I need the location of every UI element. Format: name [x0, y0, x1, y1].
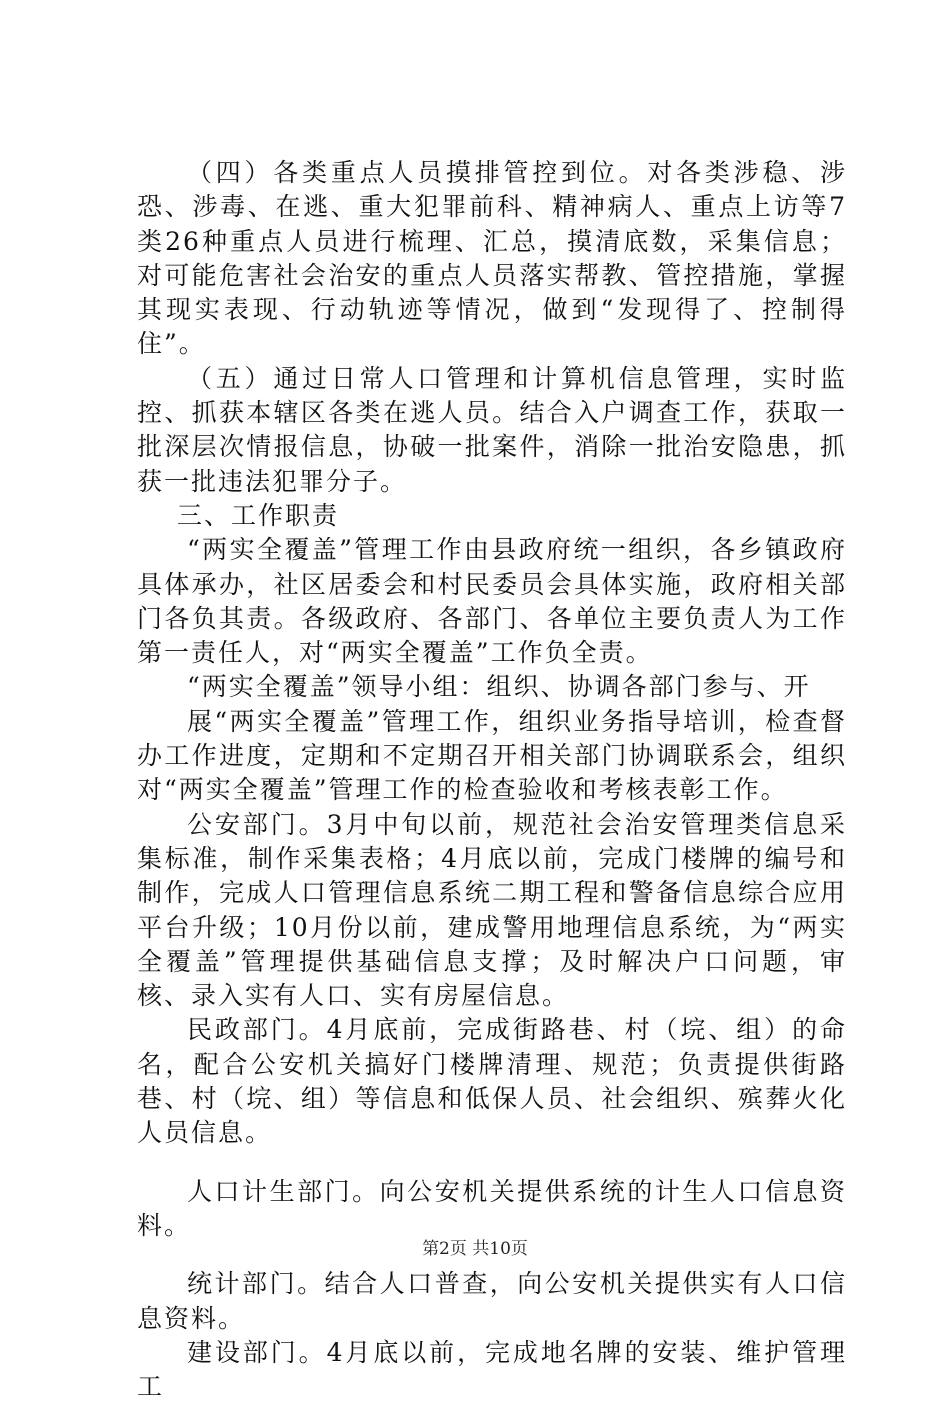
document-body	[137, 156, 847, 1404]
paragraph-fugitives: （五）通过日常人口管理和计算机信息管理，实时监控、抓获本辖区各类在逃人员。结合入户调查工作，获取一批深层次情报信息，协破一批案件，消除一批治安隐患，抓获一批违法犯罪分子。	[137, 363, 847, 496]
paragraph-leading-group: “两实全覆盖”领导小组：组织、协调各部门参与、开	[187, 672, 811, 702]
paragraph-civil-affairs: 民政部门。4月底前，完成街路巷、村（垸、组）的命名，配合公安机关搞好门楼牌清理、规范；负责提供街路巷、村（垸、组）等信息和低保人员、社会组织、殡葬火化人员信息。	[137, 1015, 847, 1148]
paragraph-organization: “两实全覆盖”管理工作由县政府统一组织，各乡镇政府具体承办，社区居委会和村民委员会具体实施，政府相关部门各负其责。各级政府、各部门、各单位主要负责人为工作第一责任人，对“两实全覆盖”工作负全责。	[137, 535, 847, 668]
paragraph-leading-group-cont: 展“两实全覆盖”管理工作，组织业务指导培训，检查督办工作进度，定期和不定期召开相关部门协调联系会，组织对“两实全覆盖”管理工作的检查验收和考核表彰工作。	[137, 706, 847, 805]
paragraph-population-planning: 人口计生部门。向公安机关提供系统的计生人口信息资料。	[137, 1176, 847, 1240]
page-number-footer: 第2页 共10页	[422, 1239, 528, 1259]
section-heading-duties: 三、工作职责	[177, 500, 340, 530]
paragraph-key-personnel: （四）各类重点人员摸排管控到位。对各类涉稳、涉恐、涉毒、在逃、重大犯罪前科、精神病人、重点上访等7类26种重点人员进行梳理、汇总，摸清底数，采集信息；对可能危害社会治安的重点人员落实帮教、管控措施，掌握其现实表现、行动轨迹等情况，做到“发现得了、控制得住”。	[137, 158, 847, 359]
paragraph-statistics: 统计部门。结合人口普查，向公安机关提供实有人口信息资料。	[137, 1269, 847, 1333]
paragraph-construction: 建设部门。4月底以前，完成地名牌的安装、维护管理工	[137, 1337, 847, 1402]
spacer	[137, 1151, 847, 1175]
paragraph-public-security: 公安部门。3月中旬以前，规范社会治安管理类信息采集标准，制作采集表格；4月底以前，完成门楼牌的编号和制作，完成人口管理信息系统二期工程和警备信息综合应用平台升级；10月份以前，建成警用地理信息系统，为“两实全覆盖”管理提供基础信息支撑；及时解决户口问题，审核、录入实有人口、实有房屋信息。	[137, 809, 847, 1011]
